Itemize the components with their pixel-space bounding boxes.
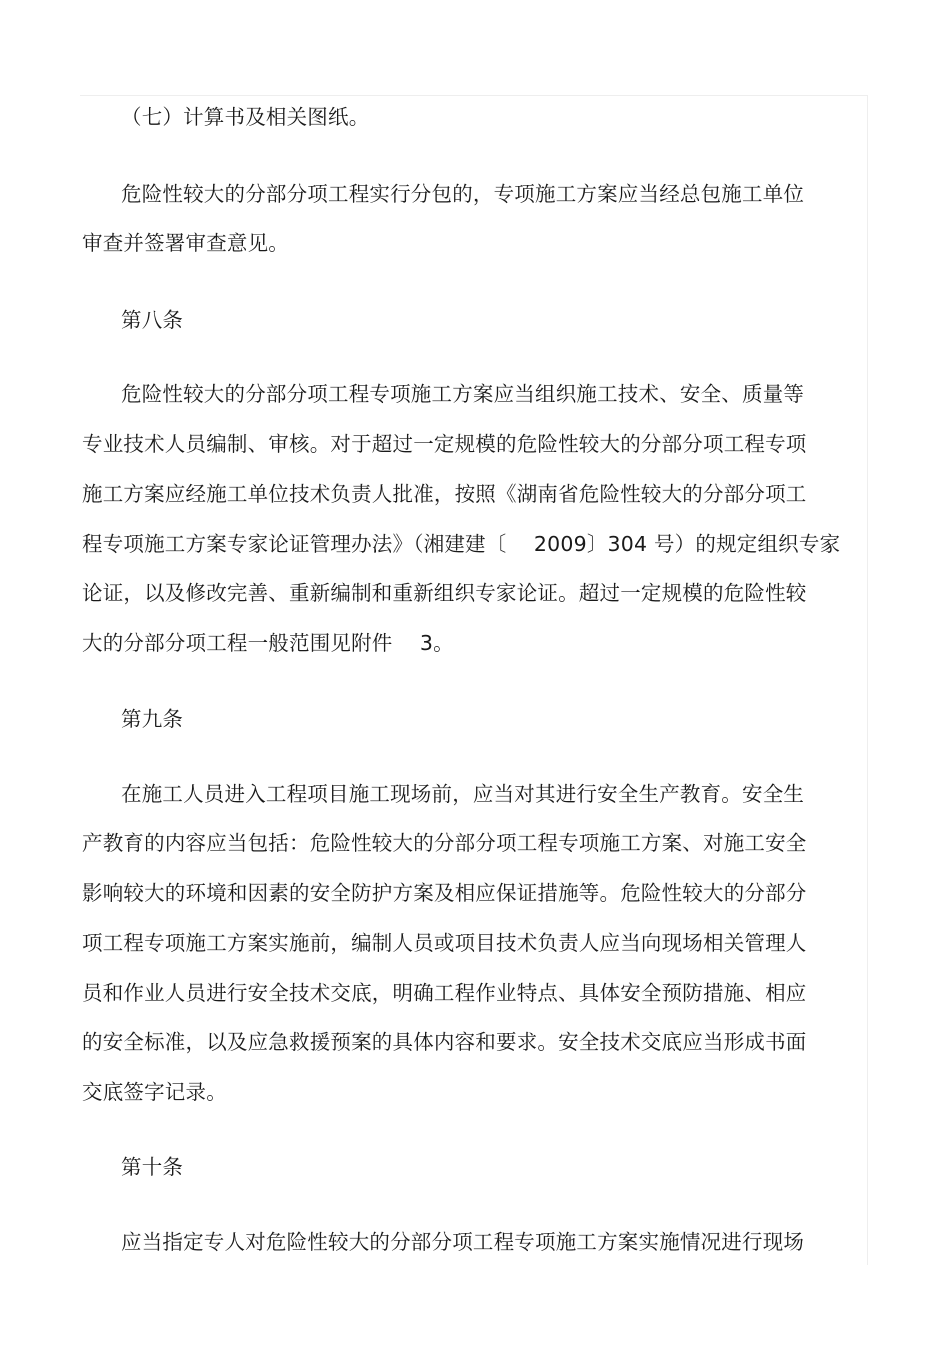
paragraph-line: 程专项施工方案专家论证管理办法》（湘建建〔 2009〕304 号）的规定组织专家 — [82, 532, 841, 556]
article-heading-8: 第八条 — [121, 308, 184, 332]
paragraph-line: 专业技术人员编制、审核。对于超过一定规模的危险性较大的分部分项工程专项 — [82, 432, 807, 456]
article-heading-10: 第十条 — [121, 1155, 184, 1179]
paragraph-line: 产教育的内容应当包括：危险性较大的分部分项工程专项施工方案、对施工安全 — [82, 831, 807, 855]
paragraph-line: 交底签字记录。 — [82, 1080, 227, 1104]
article-heading-9: 第九条 — [121, 707, 184, 731]
paragraph-line: 在施工人员进入工程项目施工现场前，应当对其进行安全生产教育。安全生 — [121, 782, 805, 806]
paragraph-line: 危险性较大的分部分项工程专项施工方案应当组织施工技术、安全、质量等 — [121, 382, 805, 406]
paragraph-line: 的安全标准，以及应急救援预案的具体内容和要求。安全技术交底应当形成书面 — [82, 1030, 807, 1054]
paragraph-line: 施工方案应经施工单位技术负责人批准，按照《湖南省危险性较大的分部分项工 — [82, 482, 807, 506]
paragraph-line: 项工程专项施工方案实施前，编制人员或项目技术负责人应当向现场相关管理人 — [82, 931, 807, 955]
paragraph-line: 大的分部分项工程一般范围见附件 3。 — [82, 631, 454, 655]
paragraph-line: 论证，以及修改完善、重新编制和重新组织专家论证。超过一定规模的危险性较 — [82, 581, 807, 605]
paragraph-line: 员和作业人员进行安全技术交底，明确工程作业特点、具体安全预防措施、相应 — [82, 981, 807, 1005]
paragraph-line: 审查并签署审查意见。 — [82, 231, 289, 255]
list-item-calculation-drawings: （七）计算书及相关图纸。 — [121, 105, 370, 129]
paragraph-line: 危险性较大的分部分项工程实行分包的，专项施工方案应当经总包施工单位 — [121, 182, 805, 206]
paragraph-line: 影响较大的环境和因素的安全防护方案及相应保证措施等。危险性较大的分部分 — [82, 881, 807, 905]
paragraph-line: 应当指定专人对危险性较大的分部分项工程专项施工方案实施情况进行现场 — [121, 1230, 805, 1254]
